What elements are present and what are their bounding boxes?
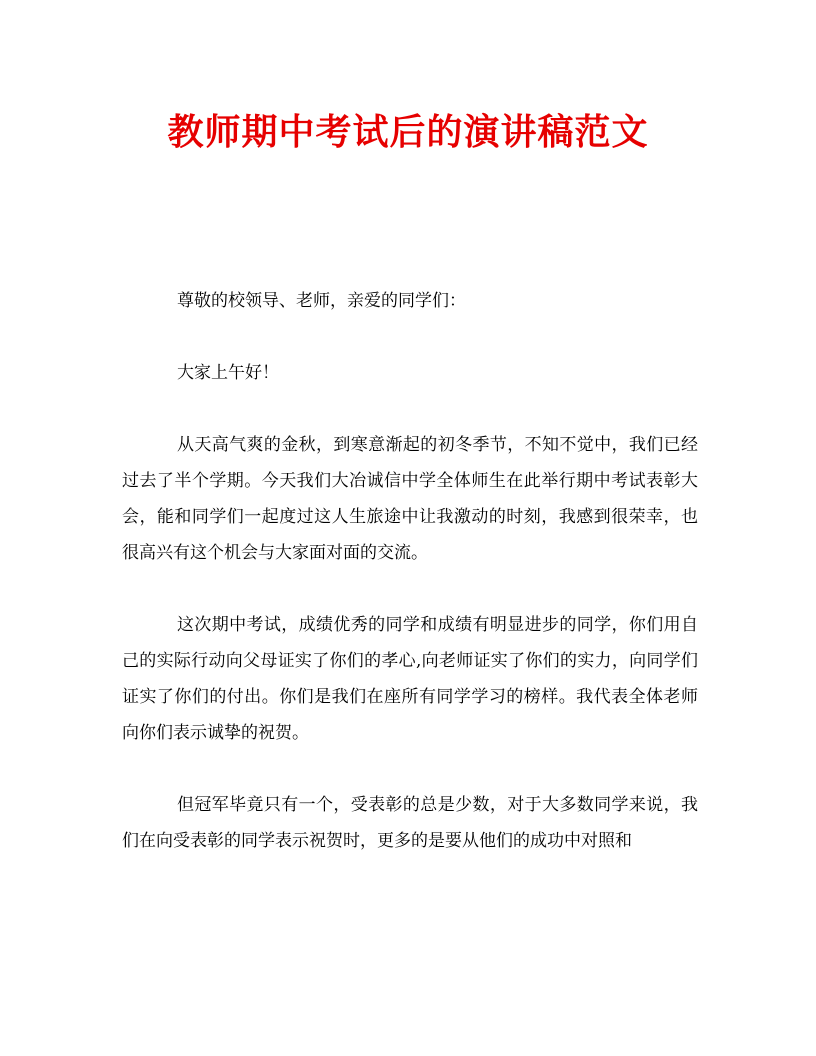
paragraph-greeting: 大家上午好！ <box>177 363 279 383</box>
paragraph-salutation: 尊敬的校领导、老师，亲爱的同学们： <box>177 291 466 311</box>
document-body <box>122 283 698 895</box>
paragraph-opening: 从天高气爽的金秋，到寒意渐起的初冬季节，不知不觉中，我们已经过去了半个学期。今天我们大冶诚信中学全体师生在此举行期中考试表彰大会，能和同学们一起度过这人生旅途中让我激动的时刻，我感到很荣幸，也很高兴有这个机会与大家面对面的交流。 <box>122 435 698 563</box>
paragraph-congratulation: 这次期中考试，成绩优秀的同学和成绩有明显进步的同学，你们用自己的实际行动向父母证实了你们的孝心,向老师证实了你们的实力，向同学们证实了你们的付出。你们是我们在座所有同学学习的榜样。我代表全体老师向你们表示诚挚的祝贺。 <box>122 615 698 743</box>
paragraph-majority: 但冠军毕竟只有一个，受表彰的总是少数，对于大多数同学来说，我们在向受表彰的同学表示祝贺时，更多的是要从他们的成功中对照和 <box>122 795 698 851</box>
document-title: 教师期中考试后的演讲稿范文 <box>167 111 649 153</box>
